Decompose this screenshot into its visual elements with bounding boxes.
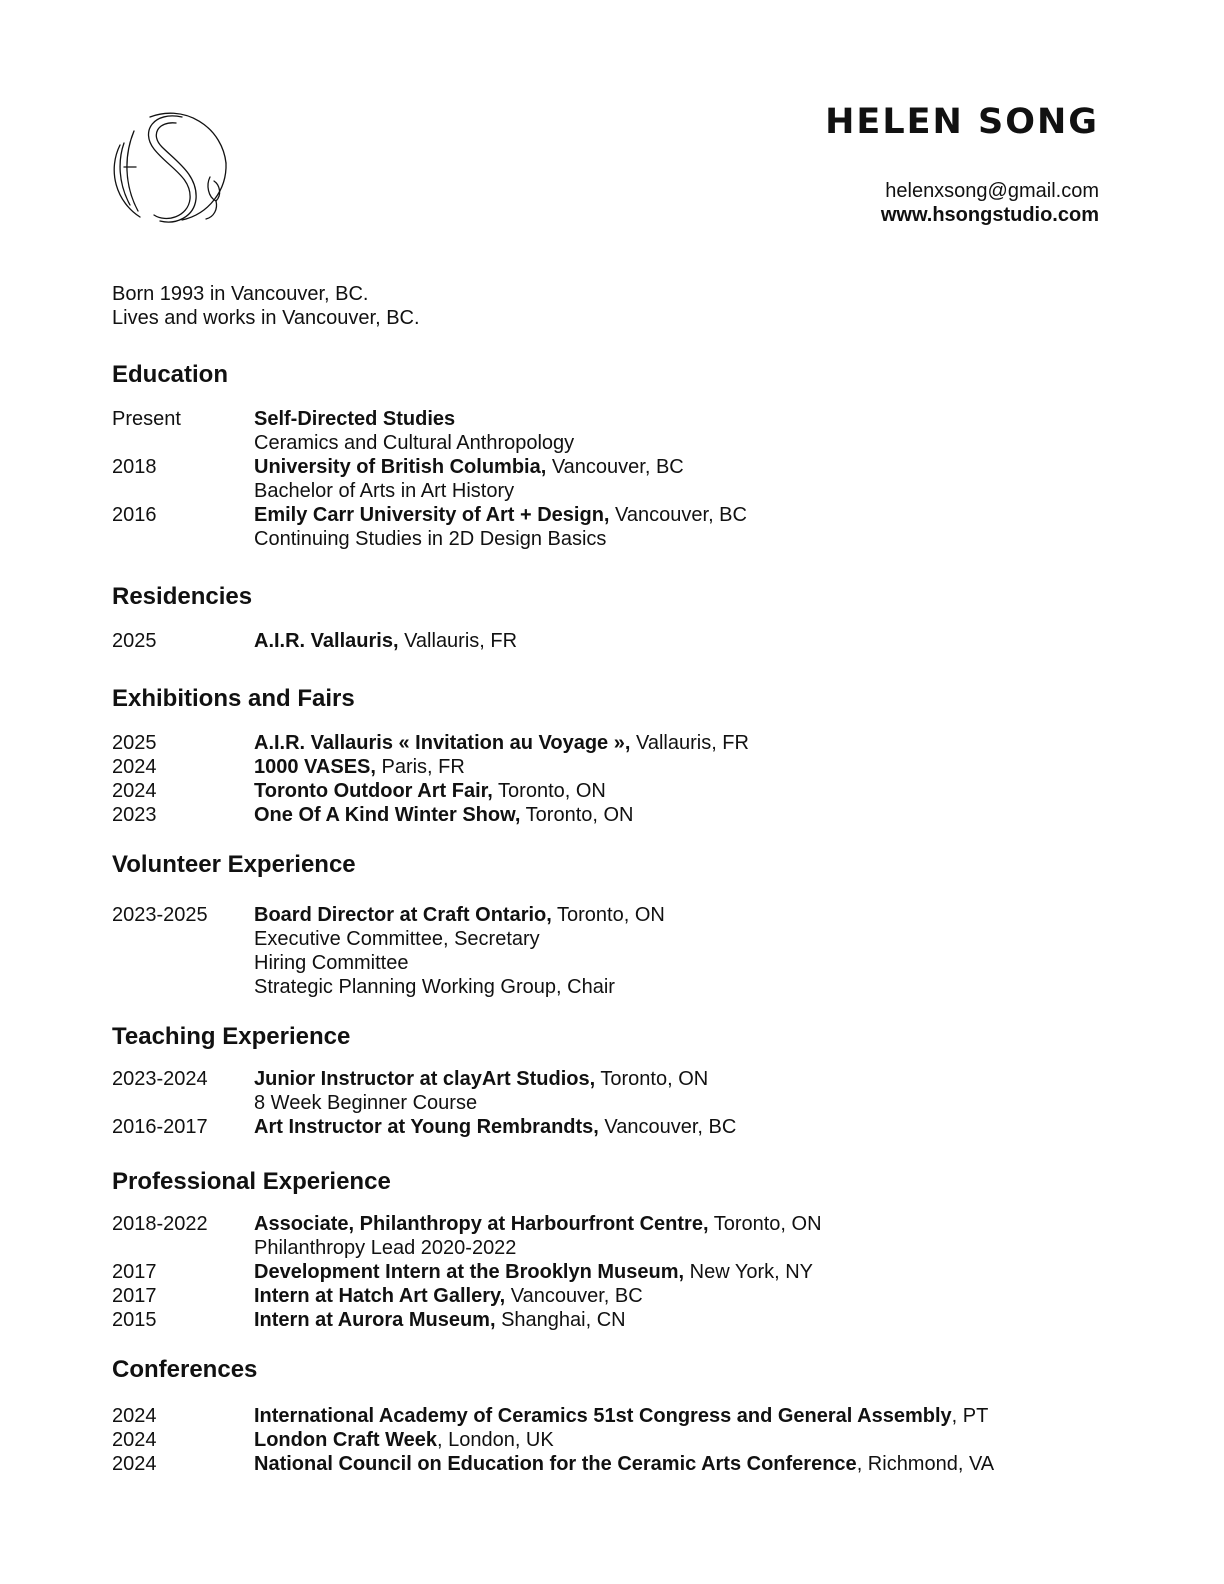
entry-heading bbox=[254, 1404, 1112, 1428]
entry-year: Present bbox=[112, 408, 181, 430]
entry-title: Intern at Aurora Museum, bbox=[254, 1309, 496, 1331]
entry-year: 2024 bbox=[112, 1453, 157, 1475]
entry-detail: Bachelor of Arts in Art History bbox=[254, 480, 515, 502]
section-title: Conferences bbox=[112, 1356, 258, 1383]
section-title: Residencies bbox=[112, 583, 253, 610]
entry-heading bbox=[254, 755, 1112, 779]
entry-detail: Philanthropy Lead 2020-2022 bbox=[254, 1237, 517, 1259]
entry-place: Vancouver, BC bbox=[505, 1285, 643, 1307]
cv-entry bbox=[112, 755, 1112, 779]
entry-heading bbox=[254, 1428, 1112, 1452]
entry-year: 2025 bbox=[112, 630, 157, 652]
cv-entry bbox=[112, 1212, 1112, 1260]
name-heading: HELEN SONG bbox=[825, 102, 1099, 142]
section-volunteer bbox=[112, 851, 1112, 999]
entry-detail: Executive Committee, Secretary bbox=[254, 928, 540, 950]
entry-year: 2024 bbox=[112, 1405, 157, 1427]
entry-title: Junior Instructor at clayArt Studios, bbox=[254, 1068, 596, 1090]
entry-heading bbox=[254, 1115, 1112, 1139]
section-teaching bbox=[112, 1023, 1112, 1139]
email-link[interactable]: helenxsong@gmail.com bbox=[885, 180, 1099, 202]
entry-year: 2024 bbox=[112, 780, 157, 802]
entry-detail: Strategic Planning Working Group, Chair bbox=[254, 976, 615, 998]
entry-place: New York, NY bbox=[684, 1261, 814, 1283]
entry-place: Toronto, ON bbox=[492, 780, 606, 802]
entry-title: Development Intern at the Brooklyn Museum, bbox=[254, 1261, 685, 1283]
entry-place: , Richmond, VA bbox=[856, 1453, 995, 1475]
cv-entry bbox=[112, 803, 1112, 827]
entry-place: Toronto, ON bbox=[551, 904, 665, 926]
cv-entry bbox=[112, 1284, 1112, 1308]
entry-year: 2023-2024 bbox=[112, 1068, 208, 1090]
section-exhibitions bbox=[112, 685, 1112, 827]
entry-heading bbox=[254, 803, 1112, 827]
entry-heading bbox=[254, 1452, 1112, 1476]
cv-entry bbox=[112, 1067, 1112, 1115]
website-link[interactable]: www.hsongstudio.com bbox=[880, 204, 1099, 226]
entry-place: Vancouver, BC bbox=[546, 456, 684, 478]
entry-place: , London, UK bbox=[436, 1429, 554, 1451]
entry-year: 2023 bbox=[112, 804, 157, 826]
entry-year: 2024 bbox=[112, 1429, 157, 1451]
entry-place: Toronto, ON bbox=[520, 804, 634, 826]
section-title: Education bbox=[112, 361, 229, 388]
entry-heading bbox=[254, 779, 1112, 803]
entry-heading bbox=[254, 407, 1112, 431]
entry-title: International Academy of Ceramics 51st Congress and General Assembly bbox=[254, 1405, 952, 1427]
section-professional bbox=[112, 1168, 1112, 1332]
cv-entry bbox=[112, 1260, 1112, 1284]
entry-title: Toronto Outdoor Art Fair, bbox=[254, 780, 493, 802]
entry-title: London Craft Week bbox=[254, 1429, 437, 1451]
entry-title: A.I.R. Vallauris, bbox=[254, 630, 399, 652]
entry-place: Toronto, ON bbox=[708, 1213, 822, 1235]
entry-detail: Ceramics and Cultural Anthropology bbox=[254, 432, 575, 454]
entry-heading bbox=[254, 1212, 1112, 1236]
entry-heading bbox=[254, 455, 1112, 479]
entry-title: Associate, Philanthropy at Harbourfront Centre, bbox=[254, 1213, 709, 1235]
cv-entry bbox=[112, 1428, 1112, 1452]
entry-heading bbox=[254, 503, 1112, 527]
entry-year: 2017 bbox=[112, 1261, 157, 1283]
section-education bbox=[112, 361, 1112, 551]
entry-detail: Continuing Studies in 2D Design Basics bbox=[254, 528, 607, 550]
section-conferences bbox=[112, 1356, 1112, 1476]
entry-heading bbox=[254, 1067, 1112, 1091]
entry-year: 2015 bbox=[112, 1309, 157, 1331]
entry-detail: Hiring Committee bbox=[254, 952, 409, 974]
section-residencies bbox=[112, 583, 1112, 653]
entry-year: 2025 bbox=[112, 732, 157, 754]
entry-year: 2016 bbox=[112, 504, 157, 526]
cv-entry bbox=[112, 503, 1112, 551]
entry-title: Intern at Hatch Art Gallery, bbox=[254, 1285, 506, 1307]
entry-year: 2017 bbox=[112, 1285, 157, 1307]
entry-heading bbox=[254, 1284, 1112, 1308]
bio-lives: Lives and works in Vancouver, BC. bbox=[112, 307, 420, 329]
cv-entry bbox=[112, 407, 1112, 455]
entry-title: A.I.R. Vallauris « Invitation au Voyage », bbox=[254, 732, 631, 754]
entry-year: 2023-2025 bbox=[112, 904, 208, 926]
bio bbox=[112, 282, 420, 330]
cv-entry bbox=[112, 779, 1112, 803]
entry-place: Paris, FR bbox=[375, 756, 465, 778]
entry-place: Vallauris, FR bbox=[398, 630, 518, 652]
section-title: Exhibitions and Fairs bbox=[112, 685, 355, 712]
entry-title: Self-Directed Studies bbox=[254, 408, 456, 430]
entry-place: Vallauris, FR bbox=[630, 732, 749, 754]
cv-entry bbox=[112, 1452, 1112, 1476]
entry-heading bbox=[254, 731, 1112, 755]
entry-title: University of British Columbia, bbox=[254, 456, 547, 478]
cv-entry bbox=[112, 629, 1112, 653]
entry-title: 1000 VASES, bbox=[254, 756, 376, 778]
entry-title: One Of A Kind Winter Show, bbox=[254, 804, 521, 826]
entry-title: Emily Carr University of Art + Design, bbox=[254, 504, 610, 526]
entry-place: , PT bbox=[951, 1405, 989, 1427]
cv-entry bbox=[112, 731, 1112, 755]
entry-title: Board Director at Craft Ontario, bbox=[254, 904, 552, 926]
cv-entry bbox=[112, 1404, 1112, 1428]
cv-entry bbox=[112, 455, 1112, 503]
entry-heading bbox=[254, 1308, 1112, 1332]
section-title: Volunteer Experience bbox=[112, 851, 356, 878]
entry-place: Toronto, ON bbox=[595, 1068, 709, 1090]
entry-year: 2018 bbox=[112, 456, 157, 478]
section-title: Teaching Experience bbox=[112, 1023, 351, 1050]
entry-place: Vancouver, BC bbox=[609, 504, 747, 526]
bio-born: Born 1993 in Vancouver, BC. bbox=[112, 283, 369, 305]
entry-heading bbox=[254, 629, 1112, 653]
entry-place: Vancouver, BC bbox=[598, 1116, 737, 1138]
entry-year: 2016-2017 bbox=[112, 1116, 208, 1138]
hs-monogram-icon bbox=[110, 105, 230, 225]
cv-entry bbox=[112, 1308, 1112, 1332]
entry-title: National Council on Education for the Ceramic Arts Conference bbox=[254, 1453, 857, 1475]
cv-entry bbox=[112, 1115, 1112, 1139]
entry-title: Art Instructor at Young Rembrandts, bbox=[254, 1116, 599, 1138]
contact-info bbox=[881, 179, 1099, 227]
section-title: Professional Experience bbox=[112, 1168, 391, 1195]
entry-detail: 8 Week Beginner Course bbox=[254, 1092, 478, 1114]
entry-heading bbox=[254, 1260, 1112, 1284]
cv-entry bbox=[112, 903, 1112, 999]
entry-place: Shanghai, CN bbox=[495, 1309, 626, 1331]
entry-year: 2018-2022 bbox=[112, 1213, 208, 1235]
entry-year: 2024 bbox=[112, 756, 157, 778]
entry-heading bbox=[254, 903, 1112, 927]
